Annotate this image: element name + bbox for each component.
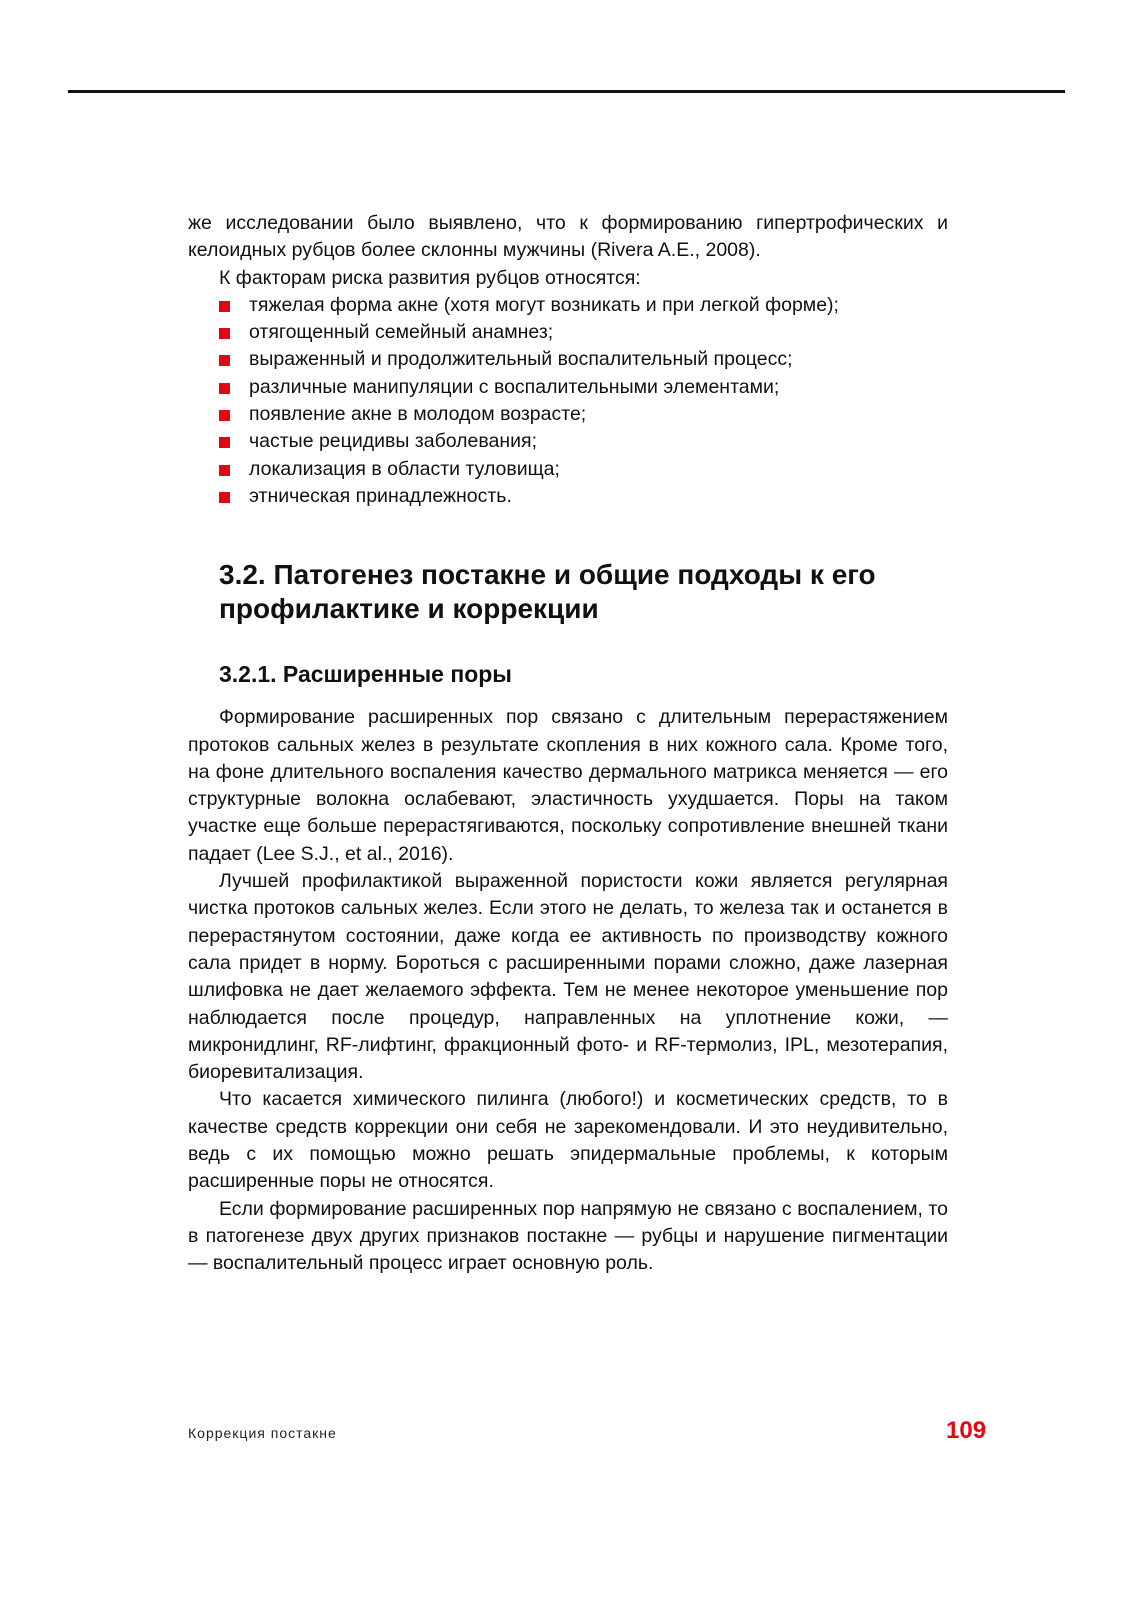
list-item-text: локализация в области туловища; [249, 457, 560, 480]
top-rule [68, 90, 1065, 93]
list-item [219, 483, 948, 510]
square-bullet-icon [219, 355, 230, 366]
list-item-text: тяжелая форма акне (хотя могут возникать и при легкой форме); [249, 293, 839, 316]
list-item [219, 456, 948, 483]
risk-factor-list [188, 292, 948, 510]
list-item-text: этническая принадлежность. [249, 484, 512, 507]
square-bullet-icon [219, 465, 230, 476]
intro-paragraph: же исследовании было выявлено, что к формированию гипертрофических и келоидных рубцов более склонны мужчины (Rivera A.E., 2008). [188, 212, 948, 262]
list-item-text: выраженный и продолжительный воспалительный процесс; [249, 348, 793, 371]
square-bullet-icon [219, 437, 230, 448]
list-item-text: появление акне в молодом возрасте; [249, 403, 587, 426]
page-content [188, 210, 948, 1278]
list-item [219, 292, 948, 319]
list-item [219, 401, 948, 428]
body-paragraph: Формирование расширенных пор связано с длительным перерастяжением протоков сальных желез в результате скопления в них кожного сала. Кроме того, на фоне длительного воспаления качество дермального матрикса меняется — его структурные волокна ослабевают, эластичность ухудшается. Поры на таком участке еще больше перерастягиваются, поскольку сопротивление внешней ткани падает (Lee S.J., et al., 2016). [188, 706, 948, 865]
body-paragraph: Если формирование расширенных пор напрямую не связано с воспалением, то в патогенезе двух других признаков постакне — рубцы и нарушение пигментации — воспалительный процесс играет основную роль. [188, 1197, 948, 1275]
square-bullet-icon [219, 301, 230, 312]
list-item-text: отягощенный семейный анамнез; [249, 321, 554, 344]
body-paragraph: Что касается химического пилинга (любого!) и косметических средств, то в качестве средств коррекции они себя не зарекомендовали. И это неудивительно, ведь с их помощью можно решать эпидермальные проблемы, к которым расширенные поры не относятся. [188, 1088, 948, 1193]
square-bullet-icon [219, 492, 230, 503]
square-bullet-icon [219, 328, 230, 339]
risk-intro: К факторам риска развития рубцов относятся: [219, 266, 641, 289]
list-item [219, 374, 948, 401]
list-item [219, 428, 948, 455]
body-paragraph: Лучшей профилактикой выраженной пористости кожи является регулярная чистка протоков сальных желез. Если этого не делать, то железа так и останется в перерастянутом состоянии, даже когда ее активность по производству кожного сала придет в норму. Бороться с расширенными порами сложно, даже лазерная шлифовка не дает желаемого эффекта. Тем не менее некоторое уменьшение пор наблюдается после процедур, направленных на уплотнение кожи, — микронидлинг, RF-лифтинг, фракционный фото- и RF-термолиз, IPL, мезотерапия, биоревитализация. [188, 870, 948, 1084]
section-title: 3.2. Патогенез постакне и общие подходы к его профилактике и коррекции [219, 559, 876, 625]
square-bullet-icon [219, 383, 230, 394]
square-bullet-icon [219, 410, 230, 421]
subsection-title: 3.2.1. Расширенные поры [219, 661, 512, 688]
page-number: 109 [946, 1417, 987, 1444]
list-item [219, 346, 948, 373]
list-item-text: различные манипуляции с воспалительными элементами; [249, 375, 780, 398]
list-item-text: частые рецидивы заболевания; [249, 430, 537, 453]
running-footer-title: Коррекция постакне [188, 1425, 337, 1441]
list-item [219, 319, 948, 346]
